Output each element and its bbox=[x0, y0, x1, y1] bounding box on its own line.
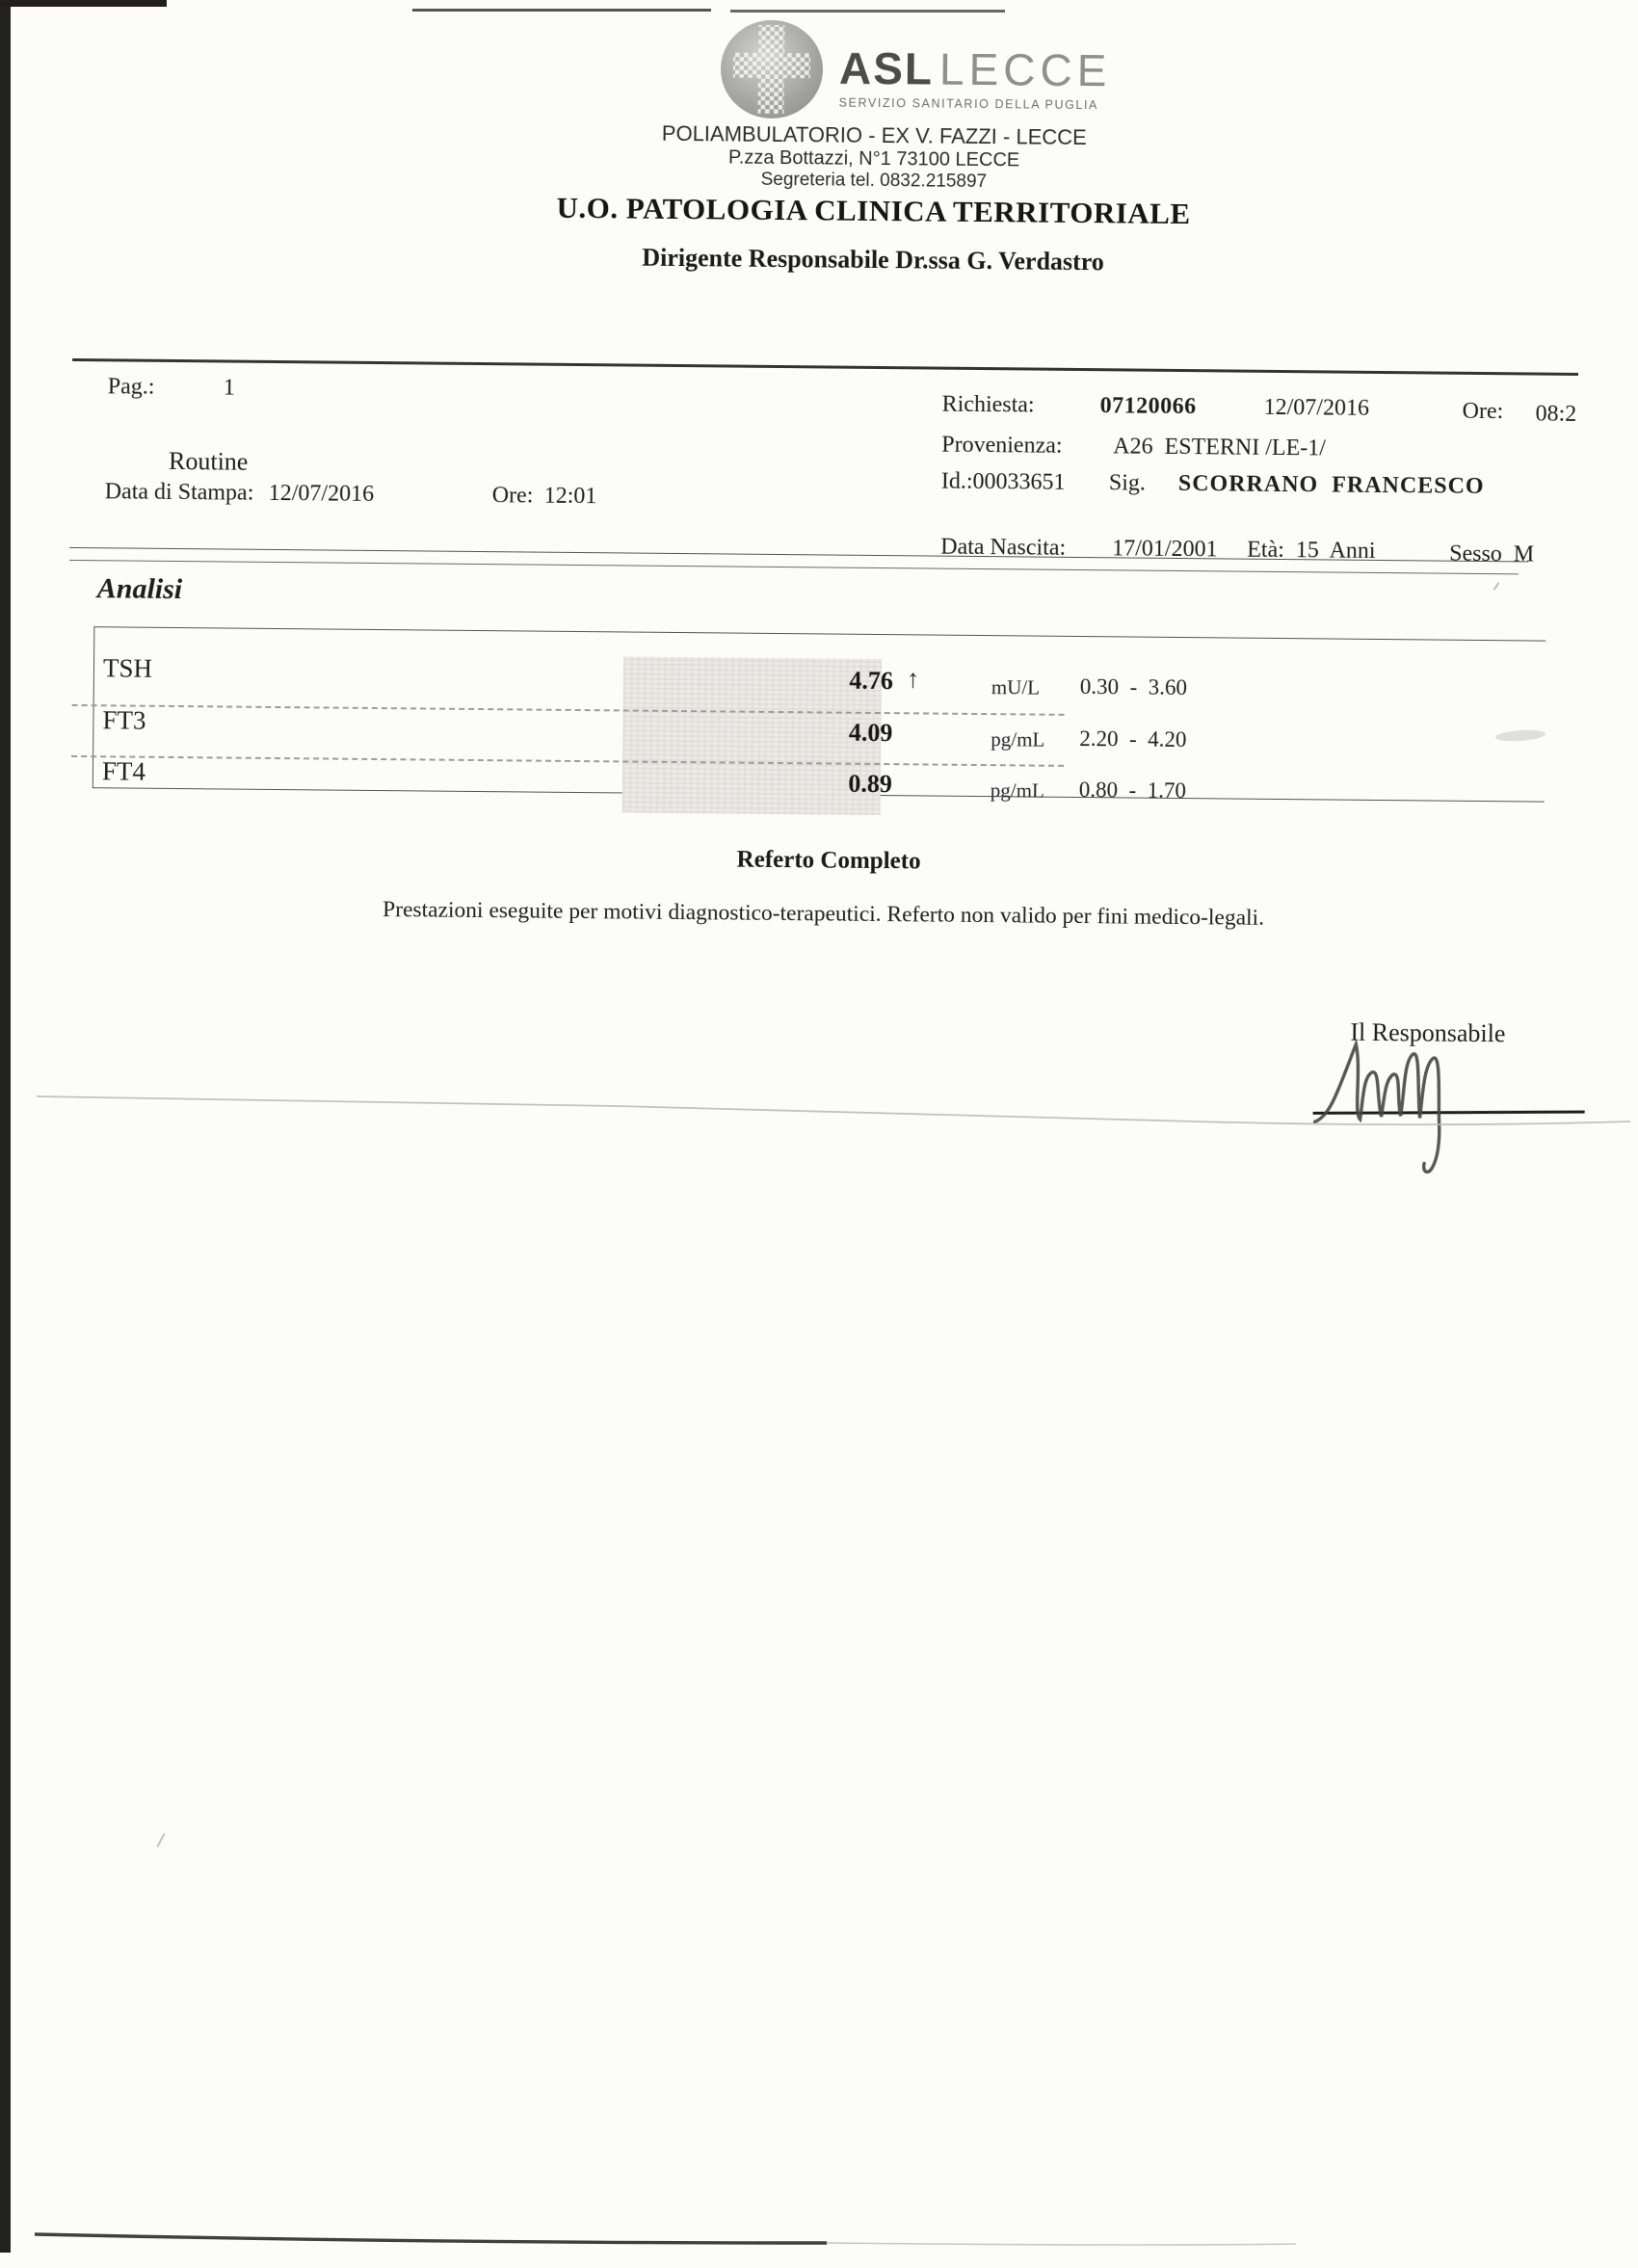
department-title: U.O. PATOLOGIA CLINICA TERRITORIALE bbox=[556, 190, 1191, 231]
disclaimer-text: Prestazioni eseguite per motivi diagnostico-terapeutici. Referto non valido per fini medico-legali. bbox=[383, 897, 1265, 931]
print-date-value: 12/07/2016 bbox=[268, 480, 375, 507]
request-date: 12/07/2016 bbox=[1263, 394, 1370, 421]
scan-bottom-edge bbox=[0, 2212, 1638, 2257]
address-line-3: Segreteria tel. 0832.215897 bbox=[760, 169, 988, 193]
page-number-value: 1 bbox=[223, 375, 235, 401]
scan-fold-line bbox=[0, 1071, 1638, 1163]
responsible-label: Il Responsabile bbox=[1350, 1017, 1506, 1048]
request-time-value: 08:2 bbox=[1535, 401, 1577, 427]
test-range: 0.30 - 3.60 bbox=[1079, 674, 1188, 700]
director-subtitle: Dirigente Responsabile Dr.ssa G. Verdastro bbox=[642, 243, 1105, 277]
section-title-analisi: Analisi bbox=[96, 572, 183, 606]
test-name: TSH bbox=[102, 653, 153, 683]
test-name: FT3 bbox=[102, 705, 146, 735]
test-unit: mU/L bbox=[991, 675, 1041, 699]
address-line-2: P.zza Bottazzi, N°1 73100 LECCE bbox=[727, 146, 1020, 171]
report-status: Referto Completo bbox=[736, 846, 921, 875]
patient-id: Id.:00033651 bbox=[940, 468, 1066, 495]
birthdate-label: Data Nascita: bbox=[940, 534, 1067, 561]
brand-tagline: SERVIZIO SANITARIO DELLA PUGLIA bbox=[838, 95, 1099, 113]
print-date-label: Data di Stampa: bbox=[104, 479, 254, 506]
test-unit: pg/mL bbox=[991, 727, 1045, 752]
age-text: Età: 15 Anni bbox=[1247, 537, 1376, 564]
routine-label: Routine bbox=[168, 446, 249, 476]
sex-text: Sesso M bbox=[1449, 541, 1535, 567]
test-range: 0.80 - 1.70 bbox=[1078, 778, 1187, 804]
brand-lecce: LECCE bbox=[938, 43, 1112, 96]
origin-value: A26 ESTERNI /LE-1/ bbox=[1113, 434, 1327, 462]
birthdate-value: 17/01/2001 bbox=[1112, 536, 1218, 563]
test-name: FT4 bbox=[101, 756, 146, 786]
address-line-1: POLIAMBULATORIO - EX V. FAZZI - LECCE bbox=[661, 120, 1087, 150]
origin-label: Provenienza: bbox=[941, 432, 1063, 459]
test-unit: pg/mL bbox=[990, 778, 1044, 803]
request-time-label: Ore: bbox=[1462, 398, 1504, 425]
scan-edge-topline bbox=[412, 9, 711, 12]
brand-asl: ASL bbox=[838, 42, 935, 94]
print-time-label: Ore: bbox=[491, 483, 534, 509]
page-number-label: Pag.: bbox=[107, 374, 155, 400]
test-value: 4.76 bbox=[849, 666, 894, 696]
request-label: Richiesta: bbox=[941, 391, 1035, 418]
scan-edge-topline bbox=[730, 10, 1005, 13]
high-value-arrow-icon: ↑ bbox=[906, 664, 920, 694]
header-rule bbox=[72, 358, 1578, 376]
sig-label: Sig. bbox=[1108, 470, 1147, 496]
asl-globe-icon bbox=[717, 17, 826, 125]
test-range: 2.20 - 4.20 bbox=[1079, 726, 1187, 752]
test-value: 0.89 bbox=[848, 769, 893, 799]
print-time-value: 12:01 bbox=[543, 483, 597, 510]
request-number: 07120066 bbox=[1099, 393, 1197, 420]
test-value: 4.09 bbox=[848, 718, 893, 748]
scan-edge-top bbox=[0, 0, 167, 7]
patient-name: SCORRANO FRANCESCO bbox=[1177, 470, 1485, 500]
brand-lockup bbox=[839, 42, 1112, 113]
